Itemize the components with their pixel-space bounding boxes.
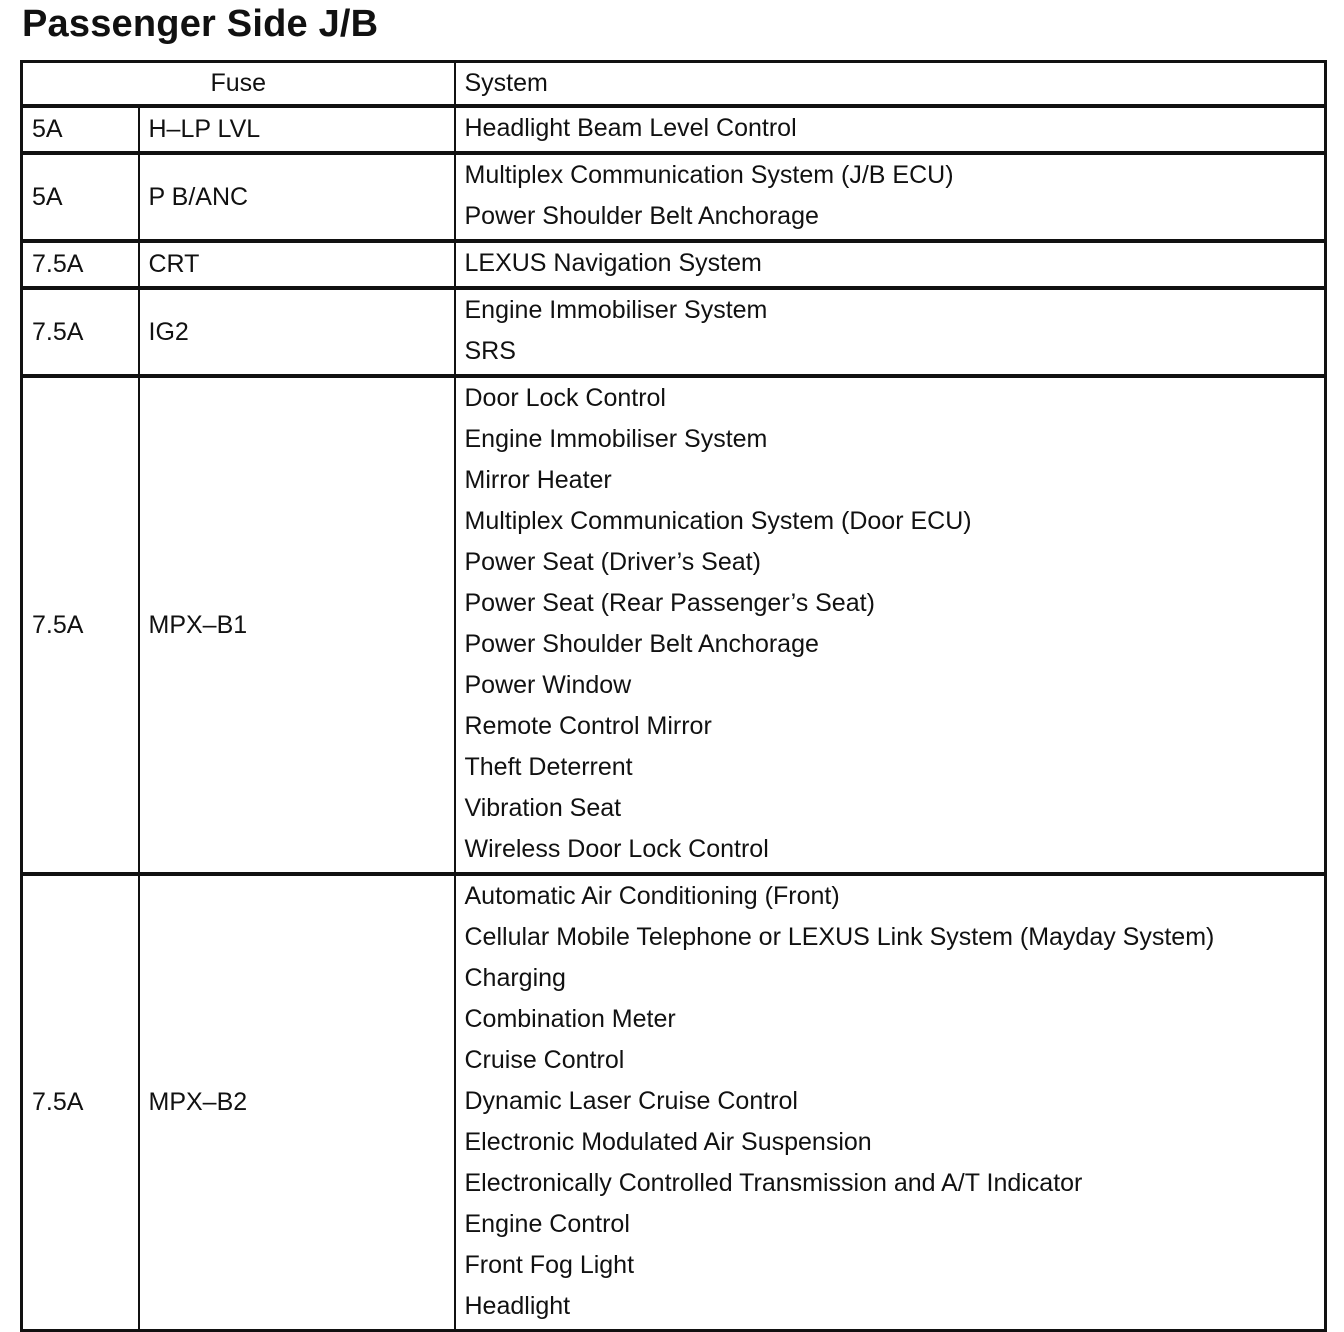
- system-item: Combination Meter: [464, 1005, 676, 1033]
- system-item: Cellular Mobile Telephone or LEXUS Link System (Mayday System): [464, 923, 1215, 951]
- table-header-row: [22, 62, 1326, 107]
- system-list: [455, 106, 1326, 153]
- system-list: [455, 288, 1326, 376]
- system-item: Remote Control Mirror: [464, 712, 712, 740]
- system-item: Headlight Beam Level Control: [464, 114, 797, 142]
- fuse-amperage: 5A: [22, 153, 139, 241]
- system-item: Door Lock Control: [464, 384, 666, 412]
- fuse-amperage: 7.5A: [22, 288, 139, 376]
- system-item: Theft Deterrent: [464, 753, 633, 781]
- system-item: Power Shoulder Belt Anchorage: [464, 630, 819, 658]
- system-item: Engine Immobiliser System: [464, 296, 768, 324]
- system-item: Automatic Air Conditioning (Front): [464, 882, 840, 910]
- system-item: Power Seat (Rear Passenger’s Seat): [464, 589, 875, 617]
- fuse-name: IG2: [139, 288, 455, 376]
- system-item: Cruise Control: [464, 1046, 625, 1074]
- system-item: Vibration Seat: [464, 794, 622, 822]
- system-item: Electronic Modulated Air Suspension: [464, 1128, 872, 1156]
- system-list: [455, 241, 1326, 288]
- fuse-amperage: 7.5A: [22, 874, 139, 1331]
- fuse-amperage: 7.5A: [22, 241, 139, 288]
- fuse-amperage: 5A: [22, 106, 139, 153]
- system-item: Front Fog Light: [464, 1251, 635, 1279]
- system-item: Engine Control: [464, 1210, 630, 1238]
- system-item: Multiplex Communication System (J/B ECU): [464, 161, 954, 189]
- fuse-name: H–LP LVL: [139, 106, 455, 153]
- table-row: [22, 288, 1326, 376]
- fuse-rows: [22, 106, 1326, 1331]
- table-row: [22, 376, 1326, 874]
- system-list: [455, 376, 1326, 874]
- fuse-name: P B/ANC: [139, 153, 455, 241]
- system-item: Mirror Heater: [464, 466, 612, 494]
- fuse-column-header: Fuse: [22, 62, 455, 107]
- system-item: Electronically Controlled Transmission and A/T Indicator: [464, 1169, 1083, 1197]
- table-row: [22, 153, 1326, 241]
- table-row: [22, 874, 1326, 1331]
- system-item: Engine Immobiliser System: [464, 425, 768, 453]
- system-item: Headlight: [464, 1292, 571, 1320]
- fuse-name: CRT: [139, 241, 455, 288]
- system-list: [455, 874, 1326, 1331]
- system-item: Multiplex Communication System (Door ECU): [464, 507, 972, 535]
- system-column-header: System: [455, 62, 1326, 107]
- system-list: [455, 153, 1326, 241]
- system-item: Wireless Door Lock Control: [464, 835, 769, 863]
- fuse-name: MPX–B2: [139, 874, 455, 1331]
- system-item: Charging: [464, 964, 566, 992]
- system-item: Power Shoulder Belt Anchorage: [464, 202, 819, 230]
- fuse-amperage: 7.5A: [22, 376, 139, 874]
- system-item: Dynamic Laser Cruise Control: [464, 1087, 798, 1115]
- system-item: LEXUS Navigation System: [464, 249, 762, 277]
- table-row: [22, 241, 1326, 288]
- page-title: Passenger Side J/B: [22, 3, 379, 45]
- table-row: [22, 106, 1326, 153]
- fuse-table: [20, 60, 1327, 1332]
- system-item: SRS: [464, 337, 516, 365]
- fuse-name: MPX–B1: [139, 376, 455, 874]
- system-item: Power Seat (Driver’s Seat): [464, 548, 761, 576]
- system-item: Power Window: [464, 671, 632, 699]
